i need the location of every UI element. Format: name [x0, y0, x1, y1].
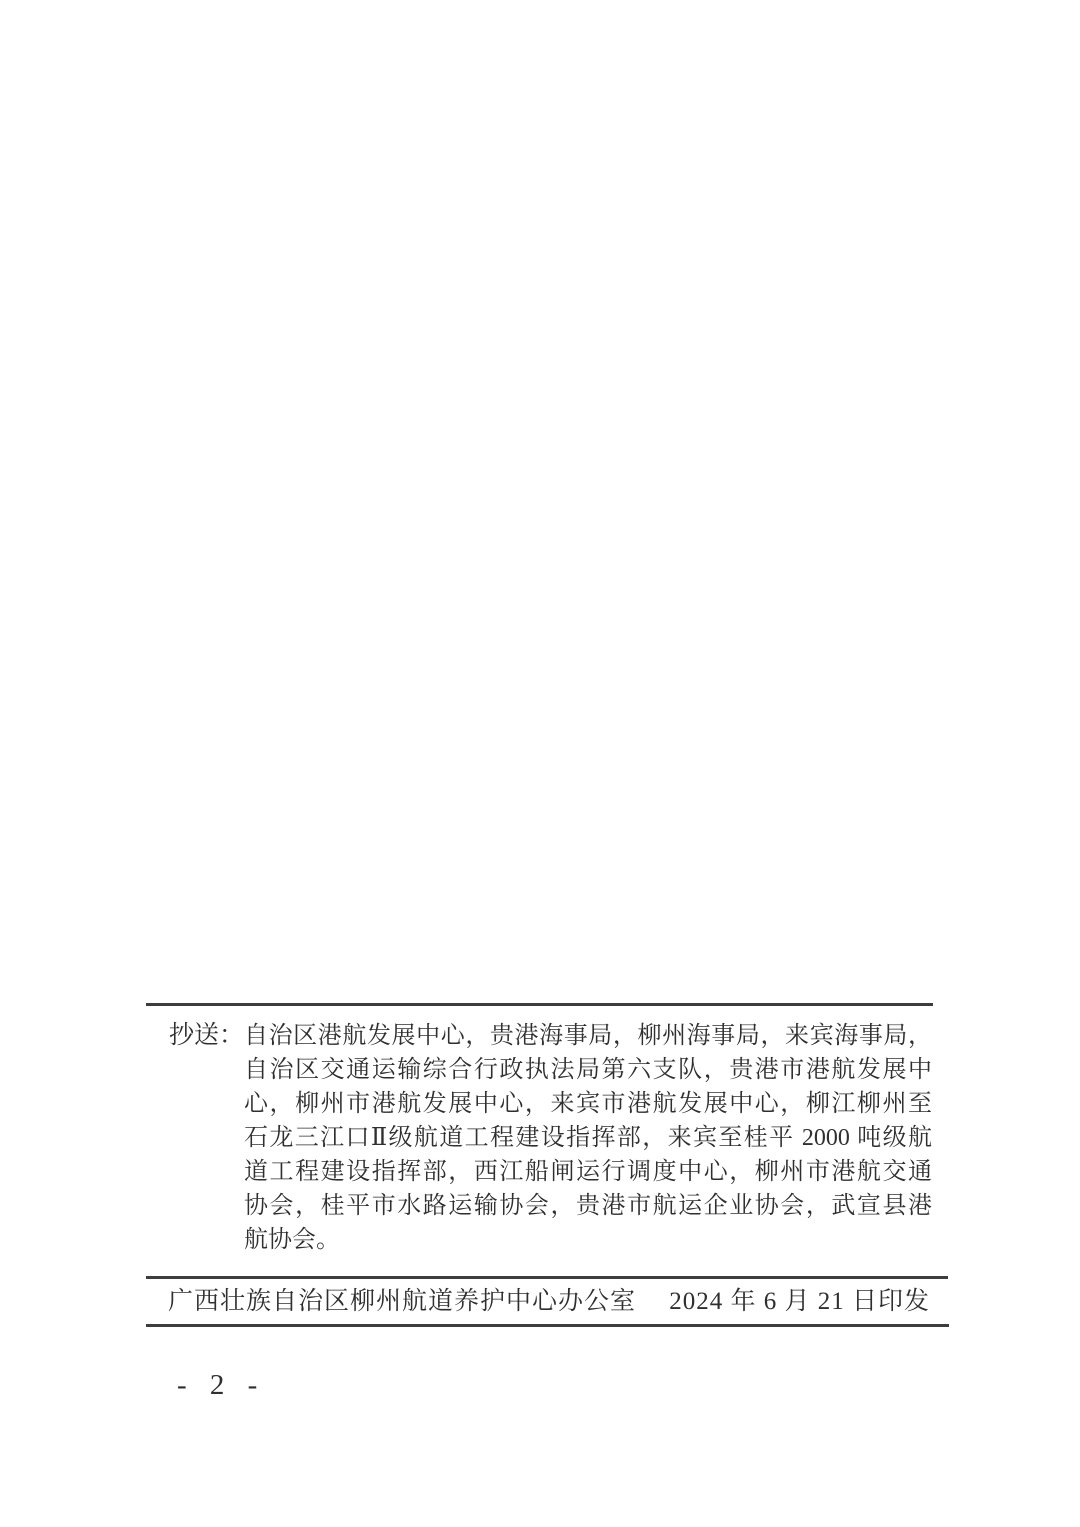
copy-to-line: 道工程建设指挥部，西江船闸运行调度中心，柳州市港航交通	[244, 1159, 932, 1185]
imprint-top-rule	[146, 1276, 948, 1279]
imprint-bottom-rule	[146, 1324, 949, 1327]
copy-to-list	[244, 1019, 932, 1257]
copy-to-line: 自治区港航发展中心，贵港海事局，柳州海事局，来宾海事局，	[244, 1023, 932, 1049]
copy-to-line: 自治区交通运输综合行政执法局第六支队，贵港市港航发展中	[244, 1057, 932, 1083]
print-date: 2024 年 6 月 21 日印发	[669, 1288, 930, 1315]
copy-to-line: 航协会。	[244, 1227, 340, 1253]
page-number: - 2 -	[177, 1369, 265, 1401]
copy-to-line: 心，柳州市港航发展中心，来宾市港航发展中心，柳江柳州至	[244, 1091, 932, 1117]
copy-to-label: 抄送：	[169, 1022, 245, 1049]
copy-to-line: 石龙三江口Ⅱ级航道工程建设指挥部，来宾至桂平 2000 吨级航	[244, 1125, 932, 1151]
issuing-office: 广西壮族自治区柳州航道养护中心办公室	[168, 1288, 637, 1315]
copy-to-line: 协会，桂平市水路运输协会，贵港市航运企业协会，武宣县港	[244, 1193, 932, 1219]
imprint-row	[168, 1286, 930, 1317]
copy-block-top-rule	[146, 1003, 933, 1006]
